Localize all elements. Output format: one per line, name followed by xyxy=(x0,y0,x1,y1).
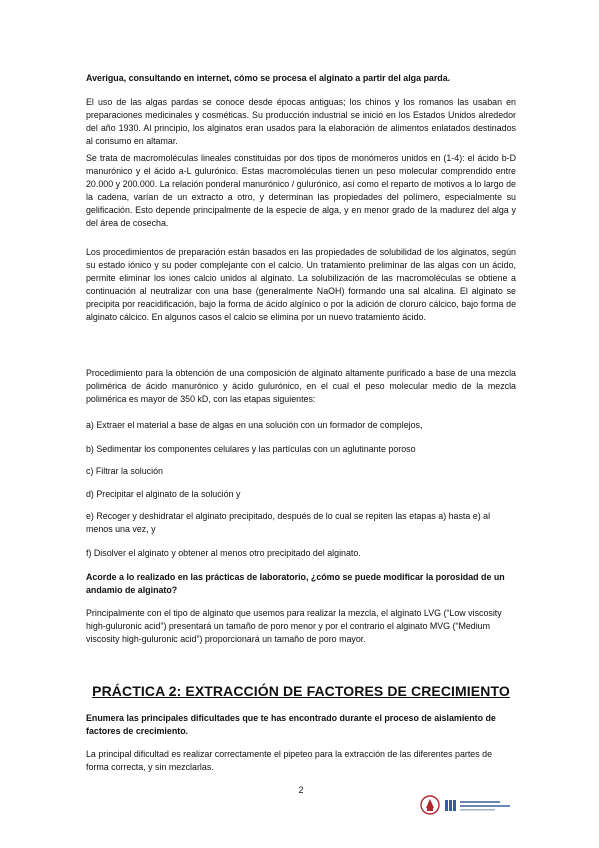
step-d: d) Precipitar el alginato de la solución y xyxy=(86,489,241,499)
section-title: PRÁCTICA 2: EXTRACCIÓN DE FACTORES DE CRECIMIENTO xyxy=(92,683,510,699)
paragraph-procedure: Los procedimientos de preparación están basados en las propiedades de solubilidad de los alginatos, según su estado iónico y su poder complejante con el calcio. Un tratamiento preliminar de las algas con un ácido, permite eliminar los iones calcio unidos al alginato. La solubilización de las rnacromoléculas se obtiene a continuación al neutralizar con una base (generalmente NaOH) formando una sal alcalina. El alginato se precipita por reacidificación, bajo la forma de ácido algínico o por la adición de cloruro cálcico, bajo forma de alginato cálcico. En algunos casos el calcio se elimina por un nuevo tratamiento ácido. xyxy=(86,247,516,322)
question-1: Averigua, consultando en internet, cómo se procesa el alginato a partir del alga parda. xyxy=(86,73,451,83)
paragraph-structure: Se trata de macromoléculas lineales constituidas por dos tipos de monómeros unidos en (1-4): el ácido b-D manurónico y el ácido a-L gulurónico. Estas macromoléculas tienen un peso molecular comprendido entre 20.000 y 200.000. La relación ponderal manurónico / gulurónico, así como el reparto de motivos a lo largo de la cadena, varían de un extracto a otro, y determinan las propiedades del polímero, especialmente su gelificación. Esto depende principalmente de la especie de alga, y en menor grado de la madurez del alga y del área de cosecha. xyxy=(86,153,516,228)
step-f: f) Disolver el alginato y obtener al menos otro precipitado del alginato. xyxy=(86,548,361,558)
step-b: b) Sedimentar los componentes celulares y las partículas con un aglutinante poroso xyxy=(86,444,416,454)
answer-3: La principal dificultad es realizar correctamente el pipeteo para la extracción de las diferentes partes de forma correcta, y sin mezclarlas. xyxy=(86,749,493,772)
step-e: e) Recoger y deshidratar el alginato precipitado, después de lo cual se repiten las etapas a) hasta e) al menos una vez, y xyxy=(86,511,491,534)
footer-logos xyxy=(420,794,530,816)
page-number: 2 xyxy=(298,785,304,795)
paragraph-history: El uso de las algas pardas se conoce desde épocas antiguas; los chinos y los romanos las usaban en preparaciones medicinales y cosméticas. Su producción industrial se inició en los Estados Unidos alrededor del año 1930. Al principio, los alginatos eran usados para la elaboración de alimentos enlatados destinados al consumo en altamar. xyxy=(86,97,516,146)
university-seal-icon xyxy=(420,794,440,816)
question-3: Enumera las principales dificultades que te has encontrado durante el proceso de aislamiento de factores de crecimiento. xyxy=(86,713,496,736)
faculty-logo-icon xyxy=(445,798,515,813)
step-a: a) Extraer el material a base de algas en una solución con un formador de complejos, xyxy=(86,420,423,430)
paragraph-patent: Procedimiento para la obtención de una composición de alginato altamente purificado a base de una mezcla polimérica de ácido manurónico y ácido gulurónico, en el cual el peso molecular medio de la mezcla polimérica es mayor de 350 kD, con las etapas siguientes: xyxy=(86,368,516,404)
step-c: c) Filtrar la solución xyxy=(86,466,163,476)
question-2: Acorde a lo realizado en las prácticas de laboratorio, ¿cómo se puede modificar la porosidad de un andamio de alginato? xyxy=(86,572,505,595)
answer-2: Principalmente con el tipo de alginato que usemos para realizar la mezcla, el alginato LVG (“Low viscosity high-guluronic acid”) presentará un tamaño de poro menor y por el contrario el alginato MVG (“Medium viscosity high-guluronic acid”) proporcionará un tamaño de poro mayor. xyxy=(86,608,502,644)
